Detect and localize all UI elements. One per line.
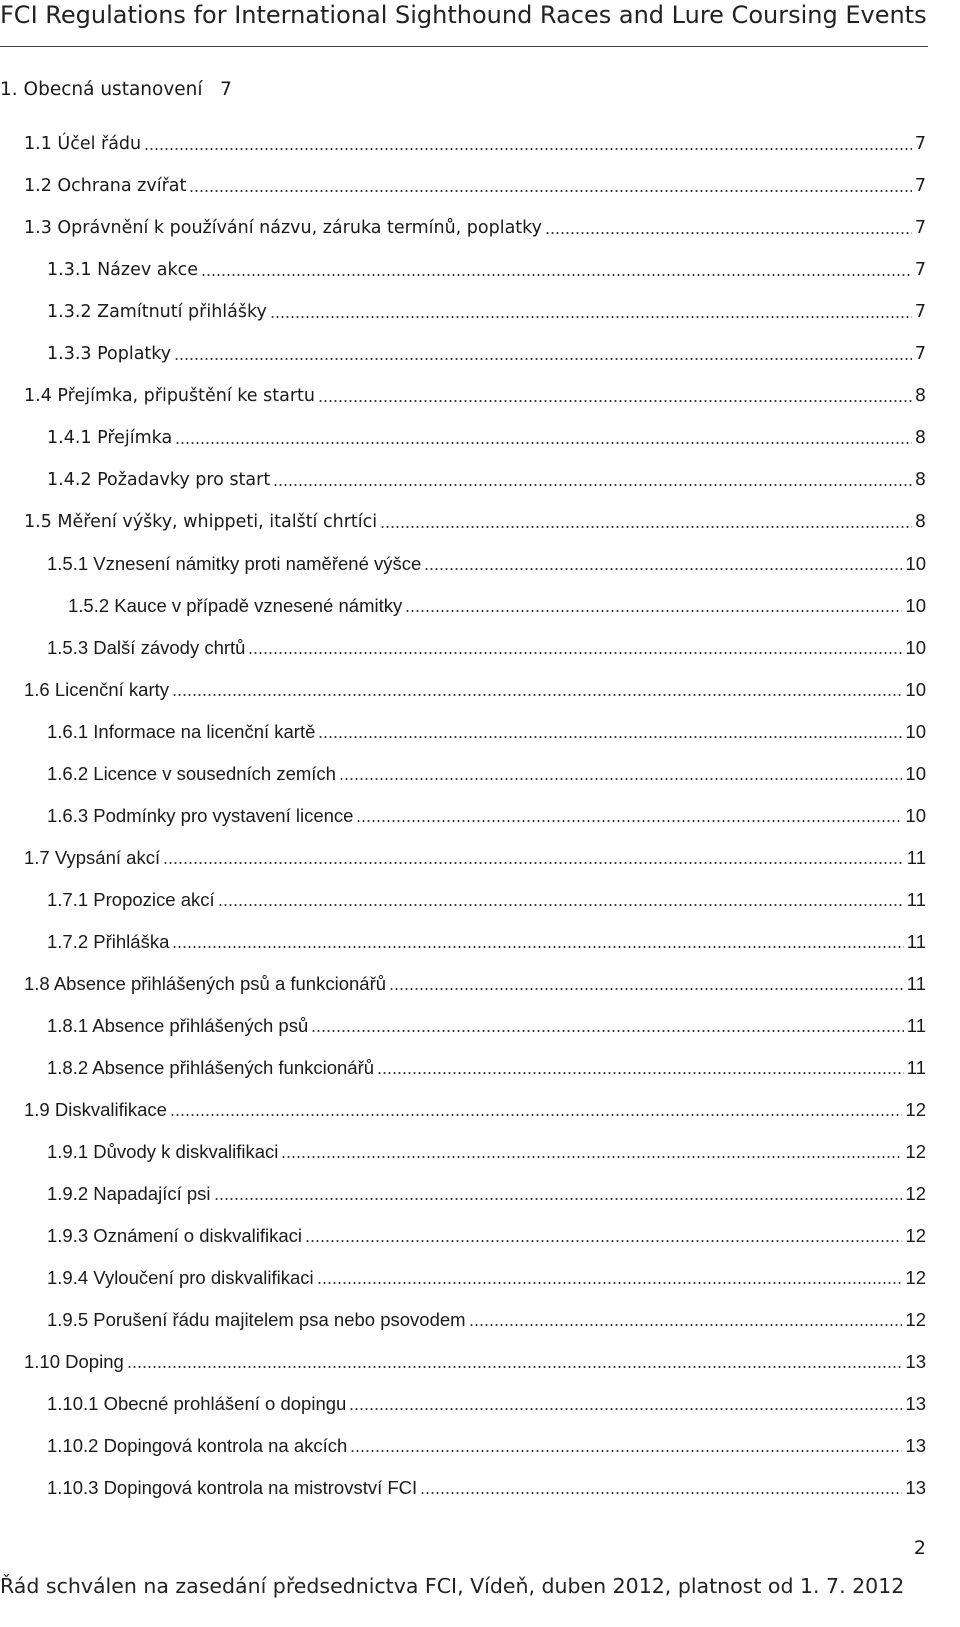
toc-entry[interactable] bbox=[47, 930, 926, 954]
toc-entry-label: 1.8 Absence přihlášených psů a funkcionářů bbox=[24, 973, 387, 994]
toc-entry[interactable] bbox=[24, 1350, 926, 1374]
toc-entry-label: 1.10 Doping bbox=[24, 1351, 124, 1372]
toc-dot-leader bbox=[127, 1365, 903, 1369]
toc-entry-page: 8 bbox=[914, 386, 926, 406]
toc-dot-leader bbox=[281, 1155, 902, 1159]
toc-dot-leader bbox=[377, 1071, 904, 1075]
toc-entry-page: 10 bbox=[905, 805, 926, 826]
toc-dot-leader bbox=[317, 1281, 903, 1285]
toc-entry[interactable] bbox=[47, 258, 926, 282]
toc-entry-page: 12 bbox=[905, 1099, 926, 1120]
document-header-title: FCI Regulations for International Sighthound Races and Lure Coursing Events bbox=[0, 1, 927, 29]
toc-entry-label: 1.8.1 Absence přihlášených psů bbox=[47, 1015, 309, 1036]
toc-entry-page: 7 bbox=[914, 176, 926, 196]
toc-entry-page: 7 bbox=[914, 302, 926, 322]
toc-dot-leader bbox=[318, 735, 902, 739]
toc-entry-page: 10 bbox=[905, 679, 926, 700]
toc-entry[interactable] bbox=[47, 1266, 926, 1290]
toc-entry-page: 11 bbox=[906, 889, 926, 910]
toc-entry[interactable] bbox=[24, 972, 926, 996]
toc-entry-page: 7 bbox=[914, 134, 926, 154]
toc-entry-label: 1.3 Oprávnění k používání názvu, záruka termínů, poplatky bbox=[24, 218, 543, 238]
toc-entry[interactable] bbox=[47, 636, 926, 660]
toc-entry-page: 10 bbox=[905, 763, 926, 784]
toc-entry-label: 1.3.3 Poplatky bbox=[47, 344, 172, 364]
toc-entry[interactable] bbox=[47, 720, 926, 744]
toc-entry-page: 10 bbox=[905, 553, 926, 574]
toc-entry-label: 1.4 Přejímka, připuštění ke startu bbox=[24, 386, 315, 406]
toc-entry-label: 1.9.2 Napadající psi bbox=[47, 1183, 211, 1204]
toc-entry-label: 1.7 Vypsání akcí bbox=[24, 847, 161, 868]
toc-entry-page: 11 bbox=[906, 931, 926, 952]
toc-entry-label: 1.9.1 Důvody k diskvalifikaci bbox=[47, 1141, 279, 1162]
toc-entry-page: 12 bbox=[905, 1267, 926, 1288]
toc-entry[interactable] bbox=[47, 1014, 926, 1038]
toc-entry[interactable] bbox=[47, 762, 926, 786]
toc-entry-label: 1.4.1 Přejímka bbox=[47, 428, 173, 448]
toc-entry-page: 12 bbox=[905, 1141, 926, 1162]
toc-entry[interactable] bbox=[24, 132, 926, 156]
toc-entry[interactable] bbox=[24, 678, 926, 702]
toc-entry-label: 1.9.3 Oznámení o diskvalifikaci bbox=[47, 1225, 303, 1246]
toc-dot-leader bbox=[469, 1323, 903, 1327]
toc-entry-page: 11 bbox=[906, 1057, 926, 1078]
toc-entry-label: 1.9 Diskvalifikace bbox=[24, 1099, 167, 1120]
toc-dot-leader bbox=[424, 567, 902, 571]
toc-entry[interactable] bbox=[47, 552, 926, 576]
toc-entry-page: 10 bbox=[905, 721, 926, 742]
toc-dot-leader bbox=[545, 231, 912, 235]
toc-entry-label: 1.3.2 Zamítnutí přihlášky bbox=[47, 302, 267, 322]
toc-entry-label: 1.5 Měření výšky, whippeti, italští chrtíci bbox=[24, 512, 378, 532]
toc-entry-page: 13 bbox=[905, 1393, 926, 1414]
toc-dot-leader bbox=[174, 357, 912, 361]
toc-entry-page: 8 bbox=[914, 428, 926, 448]
toc-entry-label: 1.10.1 Obecné prohlášení o dopingu bbox=[47, 1393, 347, 1414]
toc-dot-leader bbox=[380, 525, 912, 529]
toc-entry-label: 1.6.1 Informace na licenční kartě bbox=[47, 721, 316, 742]
toc-entry[interactable] bbox=[47, 1182, 926, 1206]
toc-entry-page: 11 bbox=[906, 973, 926, 994]
toc-entry-label: 1.10.3 Dopingová kontrola na mistrovství FCI bbox=[47, 1477, 418, 1498]
toc-entry[interactable] bbox=[68, 594, 926, 618]
toc-entry[interactable] bbox=[24, 846, 926, 870]
toc-entry-label: 1.5.1 Vznesení námitky proti naměřené výšce bbox=[47, 553, 422, 574]
toc-entry[interactable] bbox=[47, 1224, 926, 1248]
toc-entry-label: 1.5.3 Další závody chrtů bbox=[47, 637, 246, 658]
toc-dot-leader bbox=[339, 777, 902, 781]
toc-entry[interactable] bbox=[47, 426, 926, 450]
toc-entry-page: 12 bbox=[905, 1183, 926, 1204]
toc-entry-page: 11 bbox=[906, 847, 926, 868]
footer-approval-note: Řád schválen na zasedání předsednictva FCI, Vídeň, duben 2012, platnost od 1. 7. 2012 bbox=[0, 1574, 905, 1598]
toc-entry[interactable] bbox=[47, 342, 926, 366]
page-number: 2 bbox=[913, 1537, 926, 1559]
toc-entry-page: 7 bbox=[914, 344, 926, 364]
toc-entry[interactable] bbox=[47, 888, 926, 912]
toc-entry[interactable] bbox=[24, 174, 926, 198]
toc-entry-label: 1.6 Licenční karty bbox=[24, 679, 169, 700]
toc-dot-leader bbox=[172, 945, 903, 949]
toc-entry[interactable] bbox=[24, 1098, 926, 1122]
toc-chapter-heading: 1. Obecná ustanovení 7 bbox=[0, 79, 232, 100]
toc-entry[interactable] bbox=[24, 510, 926, 534]
toc-entry[interactable] bbox=[47, 1308, 926, 1332]
toc-entry[interactable] bbox=[47, 804, 926, 828]
toc-dot-leader bbox=[349, 1407, 902, 1411]
toc-dot-leader bbox=[218, 903, 904, 907]
toc-entry[interactable] bbox=[24, 216, 926, 240]
toc-entry[interactable] bbox=[47, 468, 926, 492]
toc-dot-leader bbox=[270, 315, 912, 319]
toc-dot-leader bbox=[175, 441, 912, 445]
toc-entry-label: 1.8.2 Absence přihlášených funkcionářů bbox=[47, 1057, 375, 1078]
toc-entry-label: 1.6.3 Podmínky pro vystavení licence bbox=[47, 805, 354, 826]
toc-entry-page: 12 bbox=[905, 1225, 926, 1246]
toc-entry-page: 13 bbox=[905, 1477, 926, 1498]
toc-entry[interactable] bbox=[24, 384, 926, 408]
toc-dot-leader bbox=[273, 483, 912, 487]
toc-dot-leader bbox=[248, 651, 902, 655]
toc-entry-label: 1.9.5 Porušení řádu majitelem psa nebo psovodem bbox=[47, 1309, 466, 1330]
toc-entry-page: 7 bbox=[914, 260, 926, 280]
toc-dot-leader bbox=[356, 819, 902, 823]
toc-dot-leader bbox=[405, 609, 902, 613]
toc-entry-page: 7 bbox=[914, 218, 926, 238]
toc-entry-label: 1.7.1 Propozice akcí bbox=[47, 889, 215, 910]
toc-entry-label: 1.7.2 Přihláška bbox=[47, 931, 170, 952]
toc-entry-page: 12 bbox=[905, 1309, 926, 1330]
toc-entry-label: 1.9.4 Vyloučení pro diskvalifikaci bbox=[47, 1267, 314, 1288]
toc-entry-label: 1.3.1 Název akce bbox=[47, 260, 199, 280]
toc-dot-leader bbox=[420, 1491, 902, 1495]
toc-entry-page: 11 bbox=[906, 1015, 926, 1036]
toc-dot-leader bbox=[389, 987, 904, 991]
toc-entry[interactable] bbox=[47, 300, 926, 324]
toc-entry-label: 1.10.2 Dopingová kontrola na akcích bbox=[47, 1435, 348, 1456]
toc-dot-leader bbox=[163, 861, 904, 865]
toc-entry-page: 8 bbox=[914, 470, 926, 490]
toc-entry-label: 1.2 Ochrana zvířat bbox=[24, 176, 187, 196]
toc-entry-page: 10 bbox=[905, 637, 926, 658]
toc-entry-label: 1.6.2 Licence v sousedních zemích bbox=[47, 763, 336, 784]
toc-dot-leader bbox=[172, 693, 902, 697]
toc-entry-label: 1.5.2 Kauce v případě vznesené námitky bbox=[68, 595, 403, 616]
toc-entry-page: 13 bbox=[905, 1435, 926, 1456]
toc-dot-leader bbox=[201, 273, 912, 277]
toc-entry-page: 13 bbox=[905, 1351, 926, 1372]
toc-entry[interactable] bbox=[47, 1476, 926, 1500]
toc-dot-leader bbox=[189, 189, 911, 193]
toc-entry-page: 8 bbox=[914, 512, 926, 532]
toc-dot-leader bbox=[214, 1197, 903, 1201]
toc-entry-page: 10 bbox=[905, 595, 926, 616]
toc-entry[interactable] bbox=[47, 1140, 926, 1164]
toc-entry-label: 1.1 Účel řádu bbox=[24, 134, 142, 154]
toc-dot-leader bbox=[311, 1029, 904, 1033]
toc-entry-label: 1.4.2 Požadavky pro start bbox=[47, 470, 271, 490]
toc-dot-leader bbox=[318, 399, 912, 403]
toc-dot-leader bbox=[144, 147, 912, 151]
toc-entry[interactable] bbox=[47, 1056, 926, 1080]
toc-dot-leader bbox=[350, 1449, 902, 1453]
toc-entry[interactable] bbox=[47, 1392, 926, 1416]
toc-entry[interactable] bbox=[47, 1434, 926, 1458]
toc-dot-leader bbox=[170, 1113, 903, 1117]
toc-dot-leader bbox=[305, 1239, 902, 1243]
